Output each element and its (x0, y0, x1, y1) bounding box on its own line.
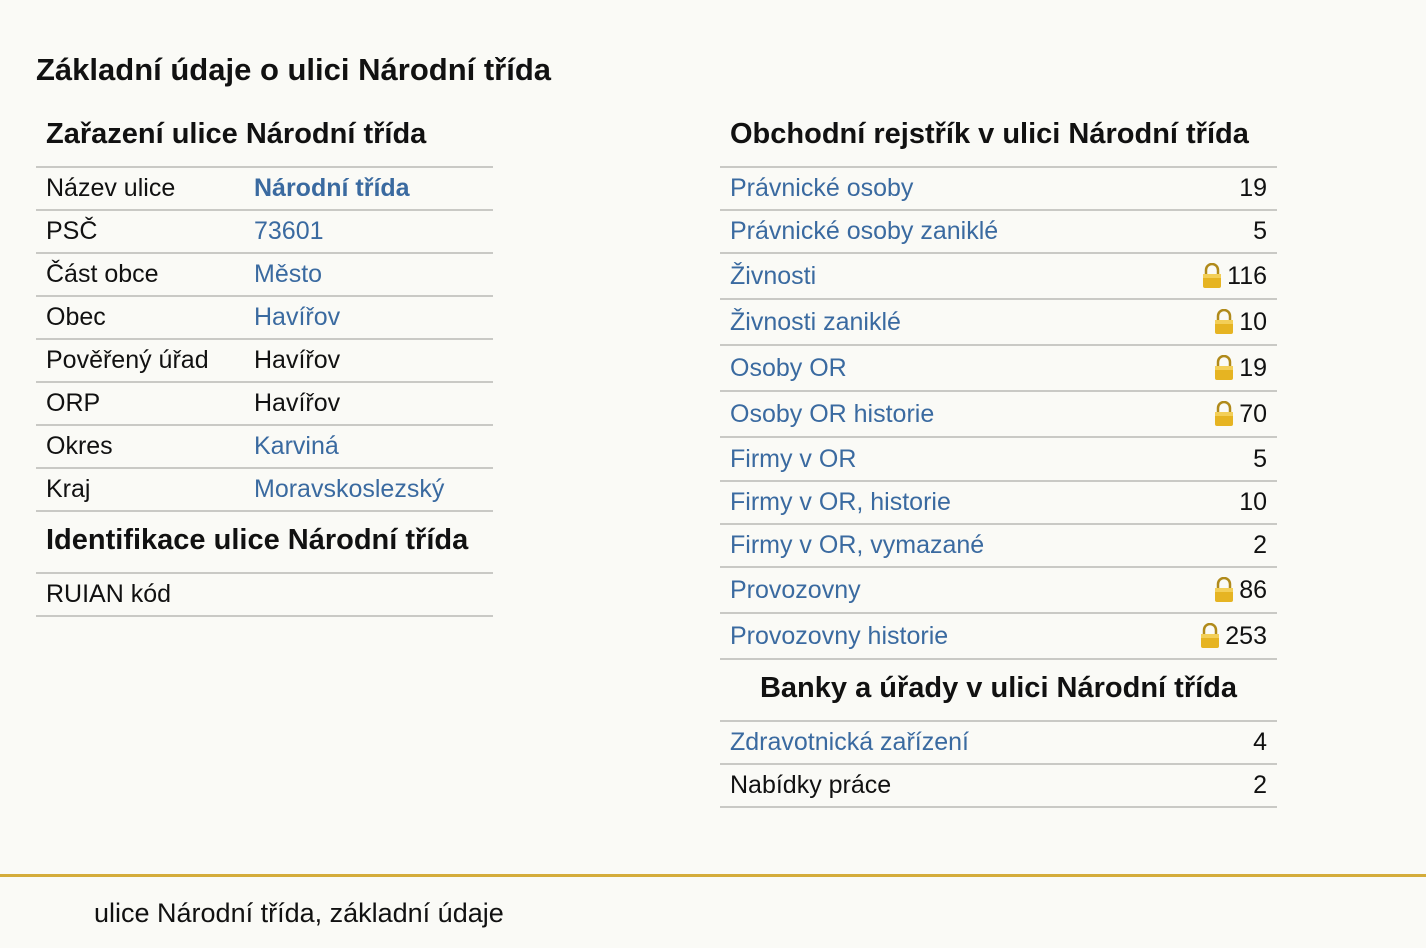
row-orp (36, 383, 493, 426)
row-cast-obce (36, 254, 493, 297)
registry-row (720, 614, 1277, 660)
count: 19 (1239, 174, 1267, 202)
lock-icon (1213, 577, 1235, 603)
count: 2 (1253, 531, 1267, 559)
count-locked (1213, 354, 1267, 383)
street-name-link[interactable]: Národní třída (254, 174, 410, 202)
count-locked (1201, 262, 1267, 291)
zdravotnicka-zarizeni-link[interactable]: Zdravotnická zařízení (730, 728, 969, 756)
psc-link[interactable]: 73601 (254, 217, 324, 245)
lock-icon (1213, 355, 1235, 381)
pravnicke-osoby-link[interactable]: Právnické osoby (730, 174, 914, 202)
lock-icon (1201, 263, 1223, 289)
row-psc (36, 211, 493, 254)
registry-row (720, 765, 1277, 808)
count-locked (1213, 308, 1267, 337)
cast-obce-link[interactable]: Město (254, 260, 323, 288)
row-okres (36, 426, 493, 469)
lock-icon (1213, 309, 1235, 335)
count: 5 (1253, 217, 1267, 245)
count: 116 (1227, 261, 1267, 290)
provozovny-link[interactable]: Provozovny (730, 575, 861, 604)
row-nazev-ulice (36, 168, 493, 211)
row-kraj (36, 469, 493, 512)
row-povereny-urad (36, 340, 493, 383)
registry-row (720, 438, 1277, 482)
count: 253 (1225, 621, 1267, 650)
registry-row (720, 525, 1277, 568)
row-label: PSČ (46, 217, 98, 245)
row-label: Okres (46, 432, 113, 460)
count: 10 (1239, 488, 1267, 516)
count: 70 (1239, 399, 1267, 428)
row-label: RUIAN kód (46, 580, 172, 608)
count-locked (1213, 400, 1267, 429)
lock-icon (1213, 401, 1235, 427)
count-locked (1199, 622, 1267, 651)
zarazeni-heading: Zařazení ulice Národní třída (36, 108, 493, 168)
page-title: Základní údaje o ulici Národní třída (36, 52, 552, 87)
row-label: Pověřený úřad (46, 346, 209, 374)
footer-divider (0, 874, 1426, 877)
row-ruian (36, 574, 493, 617)
firmy-v-or-historie-link[interactable]: Firmy v OR, historie (730, 488, 951, 516)
pravnicke-osoby-zanikle-link[interactable]: Právnické osoby zaniklé (730, 217, 999, 245)
street-info-column (36, 108, 493, 617)
count: 2 (1253, 771, 1267, 799)
zivnosti-link[interactable]: Živnosti (730, 261, 817, 290)
registry-row (720, 568, 1277, 614)
row-label: Obec (46, 303, 106, 331)
row-label: Část obce (46, 260, 159, 288)
registry-row (720, 254, 1277, 300)
orp-value: Havířov (254, 389, 341, 417)
firmy-v-or-vymazane-link[interactable]: Firmy v OR, vymazané (730, 531, 985, 559)
registry-row (720, 211, 1277, 254)
kraj-link[interactable]: Moravskoslezský (254, 475, 445, 503)
registry-row (720, 392, 1277, 438)
count: 5 (1253, 444, 1267, 473)
osoby-or-link[interactable]: Osoby OR (730, 353, 847, 382)
row-obec (36, 297, 493, 340)
banky-urady-heading: Banky a úřady v ulici Národní třída (720, 660, 1277, 722)
registry-row (720, 722, 1277, 765)
identifikace-heading: Identifikace ulice Národní třída (36, 512, 493, 574)
row-label: Název ulice (46, 174, 176, 202)
okres-link[interactable]: Karviná (254, 432, 339, 460)
count-locked (1213, 576, 1267, 605)
registry-row (720, 168, 1277, 211)
zivnosti-zanikle-link[interactable]: Živnosti zaniklé (730, 307, 901, 336)
registry-row (720, 482, 1277, 525)
povereny-urad-value: Havířov (254, 346, 341, 374)
firmy-v-or-link[interactable]: Firmy v OR (730, 444, 857, 473)
footer-text: ulice Národní třída, základní údaje (94, 898, 504, 928)
obchodni-rejstrik-heading: Obchodní rejstřík v ulici Národní třída (720, 108, 1277, 168)
count: 10 (1239, 307, 1267, 336)
registry-row (720, 346, 1277, 392)
registry-column (720, 108, 1277, 808)
lock-icon (1199, 623, 1221, 649)
osoby-or-historie-link[interactable]: Osoby OR historie (730, 399, 935, 428)
count: 86 (1239, 575, 1267, 604)
count: 19 (1239, 353, 1267, 382)
provozovny-historie-link[interactable]: Provozovny historie (730, 621, 949, 650)
registry-row (720, 300, 1277, 346)
row-label: ORP (46, 389, 101, 417)
obec-link[interactable]: Havířov (254, 303, 341, 331)
count: 4 (1253, 728, 1267, 756)
row-label: Kraj (46, 475, 91, 503)
nabidky-prace-label: Nabídky práce (730, 771, 892, 799)
